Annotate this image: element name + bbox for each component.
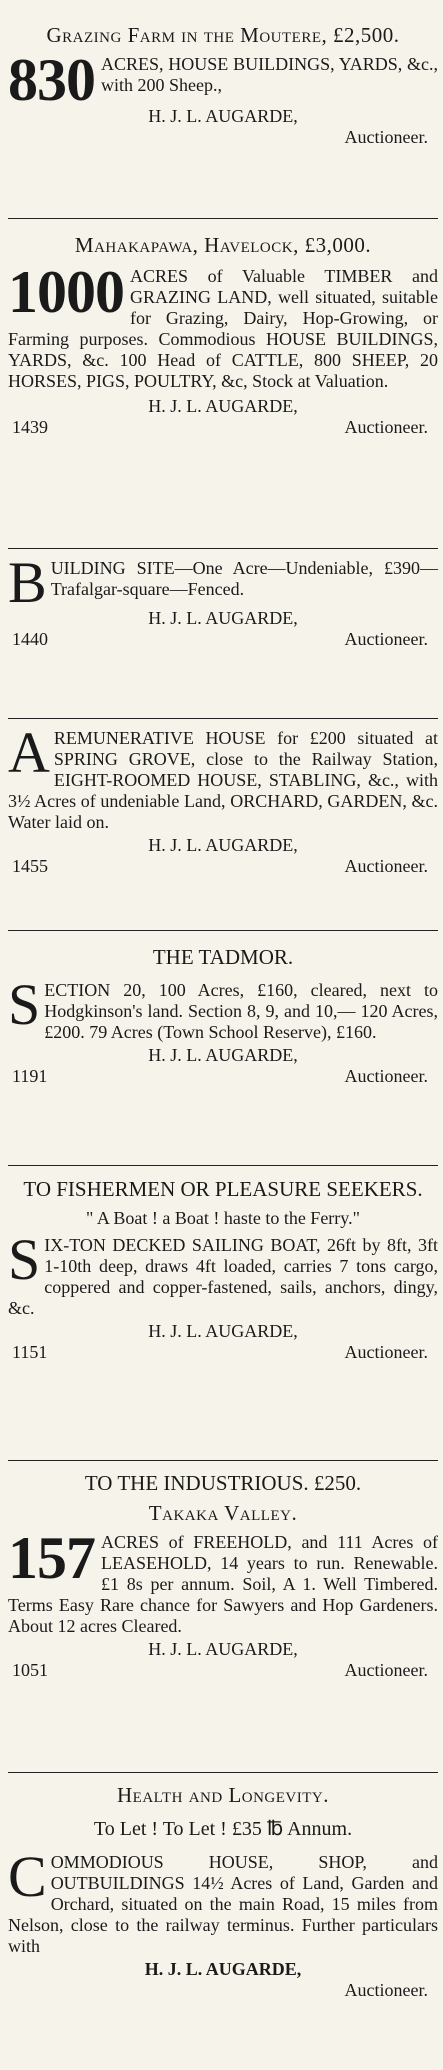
ad-remunerative-house (8, 720, 438, 878)
ad-auctioneer: Auctioneer. (344, 127, 428, 147)
ad-signature: H. J. L. AUGARDE, (144, 1959, 302, 1979)
ad-body (8, 720, 438, 833)
ad-big-number: 157 (8, 1525, 95, 1591)
ad-auctioneer: Auctioneer. (344, 1342, 428, 1362)
ad-text: REMUNERATIVE HOUSE for £200 situated at SPRING GROVE, close to the Railway Station, EIGHT-ROOMED HOUSE, STABLING, &c., with 3½ Acres of undeniable Land, ORCHARD, GARDEN, &c. Water laid on. (8, 728, 438, 832)
ad-drop-cap: A (8, 720, 50, 785)
ad-signature: H. J. L. AUGARDE, (148, 1045, 298, 1065)
ad-footer (8, 417, 438, 439)
ad-number: 1151 (12, 1342, 48, 1362)
ad-sailing-boat (8, 1176, 438, 1364)
ad-text: OMMODIOUS HOUSE, SHOP, and OUTBUILDINGS 14½ Acres of Land, Garden and Orchard, situated on the main Road, 15 miles from Nelson, close to the railway terminus. Further particulars with (8, 1852, 438, 1956)
ad-heading: THE TADMOR. (152, 945, 294, 969)
ad-body (8, 1227, 438, 1319)
ad-heading: TO FISHERMEN OR PLEASURE SEEKERS. (23, 1177, 423, 1201)
ad-footer (8, 629, 438, 651)
ad-text: ACRES of Valuable TIMBER and GRAZING LAND, well situated, suitable for Grazing, Dairy, Hop-Growing, or Farming purposes. Commodious HOUSE BUILDINGS, YARDS, &c. 100 Head of CATTLE, 800 SHEEP, 20 HORSES, PIGS, POULTRY, &c, Stock at Valuation. (8, 266, 438, 391)
ad-drop-cap: B (8, 550, 47, 615)
ad-text: ACRES of FREEHOLD, and 111 Acres of LEASEHOLD, 14 years to run. Renewable. £1 8s per annum. Soil, A 1. Well Timbered. Terms Easy Rare chance for Sawyers and Hop Gardeners. About 12 acres Cleared. (8, 1532, 438, 1636)
ad-heading: Grazing Farm in the Moutere, £2,500. (46, 23, 400, 47)
ad-drop-cap: C (8, 1844, 47, 1909)
ad-body (8, 550, 438, 615)
ad-auctioneer: Auctioneer. (344, 1066, 428, 1086)
ad-heading: Mahakapawa, Havelock, £3,000. (74, 233, 372, 257)
ad-signature: H. J. L. AUGARDE, (148, 1321, 298, 1341)
ad-auctioneer: Auctioneer. (344, 629, 428, 649)
ad-text: UILDING SITE—One Acre—Undeniable, £390—Trafalgar-square—Fenced. (50, 558, 438, 599)
ad-number: 1439 (12, 417, 48, 437)
ad-text: ECTION 20, 100 Acres, £160, cleared, next to Hodgkinson's land. Section 8, 9, and 10,— 120 Acres, £200. 79 Acres (Town School Reserve), £160. (44, 980, 438, 1042)
ad-auctioneer: Auctioneer. (344, 856, 428, 876)
ad-quote: " A Boat ! a Boat ! haste to the Ferry." (86, 1208, 360, 1228)
ad-number: 1440 (12, 629, 48, 649)
ad-drop-cap: S (8, 1227, 41, 1292)
ad-signature: H. J. L. AUGARDE, (148, 396, 298, 416)
ad-footer (8, 856, 438, 878)
divider (8, 930, 438, 931)
ad-drop-cap: S (8, 972, 41, 1037)
ad-footer (8, 1660, 438, 1682)
ad-subheading: To Let ! To Let ! £35 ℔ Annum. (93, 1818, 353, 1840)
divider (8, 1460, 438, 1461)
ad-auctioneer: Auctioneer. (344, 1660, 428, 1680)
ad-heading: Health and Longevity. (117, 1783, 329, 1807)
divider (8, 548, 438, 549)
ad-footer (8, 127, 438, 149)
ad-heading: TO THE INDUSTRIOUS. £250. (84, 1471, 362, 1495)
ad-body (8, 259, 438, 392)
ad-footer (8, 1066, 438, 1088)
ad-number: 1051 (12, 1660, 48, 1680)
divider (8, 718, 438, 719)
divider (8, 1165, 438, 1166)
ad-footer (8, 1342, 438, 1364)
ad-number: 1455 (12, 856, 48, 876)
ad-mahakapawa (8, 232, 438, 439)
divider (8, 1772, 438, 1773)
ad-big-number: 830 (8, 47, 95, 113)
ad-auctioneer: Auctioneer. (344, 1980, 428, 2000)
ad-body (8, 972, 438, 1043)
ad-footer (8, 1980, 438, 2002)
ad-text: IX-TON DECKED SAILING BOAT, 26ft by 8ft, 3ft 1-10th deep, draws 4ft loaded, carries 7 tons cargo, coppered and copper-fastened, sails, anchors, dingy, &c. (8, 1235, 438, 1318)
ad-signature: H. J. L. AUGARDE, (148, 1639, 298, 1659)
ad-building-site (8, 550, 438, 651)
ad-body (8, 1844, 438, 1957)
ad-big-number: 1000 (8, 259, 124, 325)
ad-auctioneer: Auctioneer. (344, 417, 428, 437)
ad-health-longevity (8, 1782, 438, 2002)
ad-grazing-farm (8, 22, 438, 149)
ad-takaka-valley (8, 1470, 438, 1682)
ad-signature: H. J. L. AUGARDE, (148, 608, 298, 628)
divider (8, 218, 438, 219)
ad-text: ACRES, HOUSE BUILDINGS, YARDS, &c., with 200 Sheep., (101, 54, 438, 95)
ad-subheading: Takaka Valley. (148, 1501, 298, 1525)
ad-body (8, 1525, 438, 1637)
ad-body (8, 47, 438, 113)
ad-signature: H. J. L. AUGARDE, (148, 106, 298, 126)
ad-signature: H. J. L. AUGARDE, (148, 835, 298, 855)
ad-number: 1191 (12, 1066, 48, 1086)
ad-tadmor (8, 944, 438, 1088)
